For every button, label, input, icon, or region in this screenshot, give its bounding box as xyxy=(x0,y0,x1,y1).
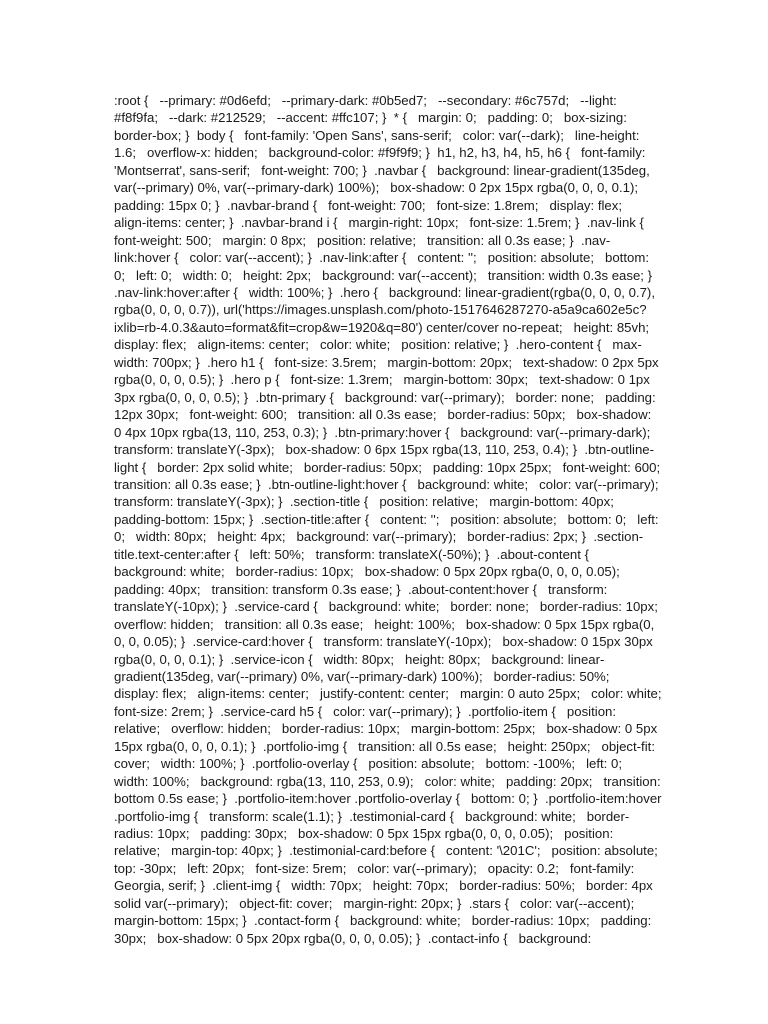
css-source-text: :root { --primary: #0d6efd; --primary-dark: #0b5ed7; --secondary: #6c757d; --light: #f8f9fa; --dark: #212529; --accent: #ffc107; } * { margin: 0; padding: 0; box-sizing: border-box; } body { font-family: 'Open Sans', sans-serif; color: var(--dark); line-height: 1.6; overflow-x: hidden; background-color: #f9f9f9; } h1, h2, h3, h4, h5, h6 { font-family: 'Montserrat', sans-serif; font-weight: 700; } .navbar { background: linear-gradient(135deg, var(--primary) 0%, var(--primary-dark) 100%); box-shadow: 0 2px 15px rgba(0, 0, 0, 0.1); padding: 15px 0; } .navbar-brand { font-weight: 700; font-size: 1.8rem; display: flex; align-items: center; } .navbar-brand i { margin-right: 10px; font-size: 1.5rem; } .nav-link { font-weight: 500; margin: 0 8px; position: relative; transition: all 0.3s ease; } .nav-link:hover { color: var(--accent); } .nav-link:after { content: ''; position: absolute; bottom: 0; left: 0; width: 0; height: 2px; background: var(--accent); transition: width 0.3s ease; } .nav-link:hover:after { width: 100%; } .hero { background: linear-gradient(rgba(0, 0, 0, 0.7), rgba(0, 0, 0, 0.7)), url('https://images.unsplash.com/photo-1517646287270-a5a9ca602e5c?ixlib=rb-4.0.3&auto=format&fit=crop&w=1920&q=80') center/cover no-repeat; height: 85vh; display: flex; align-items: center; color: white; position: relative; } .hero-content { max-width: 700px; } .hero h1 { font-size: 3.5rem; margin-bottom: 20px; text-shadow: 0 2px 5px rgba(0, 0, 0, 0.5); } .hero p { font-size: 1.3rem; margin-bottom: 30px; text-shadow: 0 1px 3px rgba(0, 0, 0, 0.5); } .btn-primary { background: var(--primary); border: none; padding: 12px 30px; font-weight: 600; transition: all 0.3s ease; border-radius: 50px; box-shadow: 0 4px 10px rgba(13, 110, 253, 0.3); } .btn-primary:hover { background: var(--primary-dark); transform: translateY(-3px); box-shadow: 0 6px 15px rgba(13, 110, 253, 0.4); } .btn-outline-light { border: 2px solid white; border-radius: 50px; padding: 10px 25px; font-weight: 600; transition: all 0.3s ease; } .btn-outline-light:hover { background: white; color: var(--primary); transform: translateY(-3px); } .section-title { position: relative; margin-bottom: 40px; padding-bottom: 15px; } .section-title:after { content: ''; position: absolute; bottom: 0; left: 0; width: 80px; height: 4px; background: var(--primary); border-radius: 2px; } .section-title.text-center:after { left: 50%; transform: translateX(-50%); } .about-content { background: white; border-radius: 10px; box-shadow: 0 5px 20px rgba(0, 0, 0, 0.05); padding: 40px; transition: transform 0.3s ease; } .about-content:hover { transform: translateY(-10px); } .service-card { background: white; border: none; border-radius: 10px; overflow: hidden; transition: all 0.3s ease; height: 100%; box-shadow: 0 5px 15px rgba(0, 0, 0, 0.05); } .service-card:hover { transform: translateY(-10px); box-shadow: 0 15px 30px rgba(0, 0, 0, 0.1); } .service-icon { width: 80px; height: 80px; background: linear-gradient(135deg, var(--primary) 0%, var(--primary-dark) 100%); border-radius: 50%; display: flex; align-items: center; justify-content: center; margin: 0 auto 25px; color: white; font-size: 2rem; } .service-card h5 { color: var(--primary); } .portfolio-item { position: relative; overflow: hidden; border-radius: 10px; margin-bottom: 25px; box-shadow: 0 5px 15px rgba(0, 0, 0, 0.1); } .portfolio-img { transition: all 0.5s ease; height: 250px; object-fit: cover; width: 100%; } .portfolio-overlay { position: absolute; bottom: -100%; left: 0; width: 100%; background: rgba(13, 110, 253, 0.9); color: white; padding: 20px; transition: bottom 0.5s ease; } .portfolio-item:hover .portfolio-overlay { bottom: 0; } .portfolio-item:hover .portfolio-img { transform: scale(1.1); } .testimonial-card { background: white; border-radius: 10px; padding: 30px; box-shadow: 0 5px 15px rgba(0, 0, 0, 0.05); position: relative; margin-top: 40px; } .testimonial-card:before { content: '\201C'; position: absolute; top: -30px; left: 20px; font-size: 5rem; color: var(--primary); opacity: 0.2; font-family: Georgia, serif; } .client-img { width: 70px; height: 70px; border-radius: 50%; border: 4px solid var(--primary); object-fit: cover; margin-right: 20px; } .stars { color: var(--accent); margin-bottom: 15px; } .contact-form { background: white; border-radius: 10px; padding: 30px; box-shadow: 0 5px 20px rgba(0, 0, 0, 0.05); } .contact-info { background: xyxy=(114,93,673,946)
